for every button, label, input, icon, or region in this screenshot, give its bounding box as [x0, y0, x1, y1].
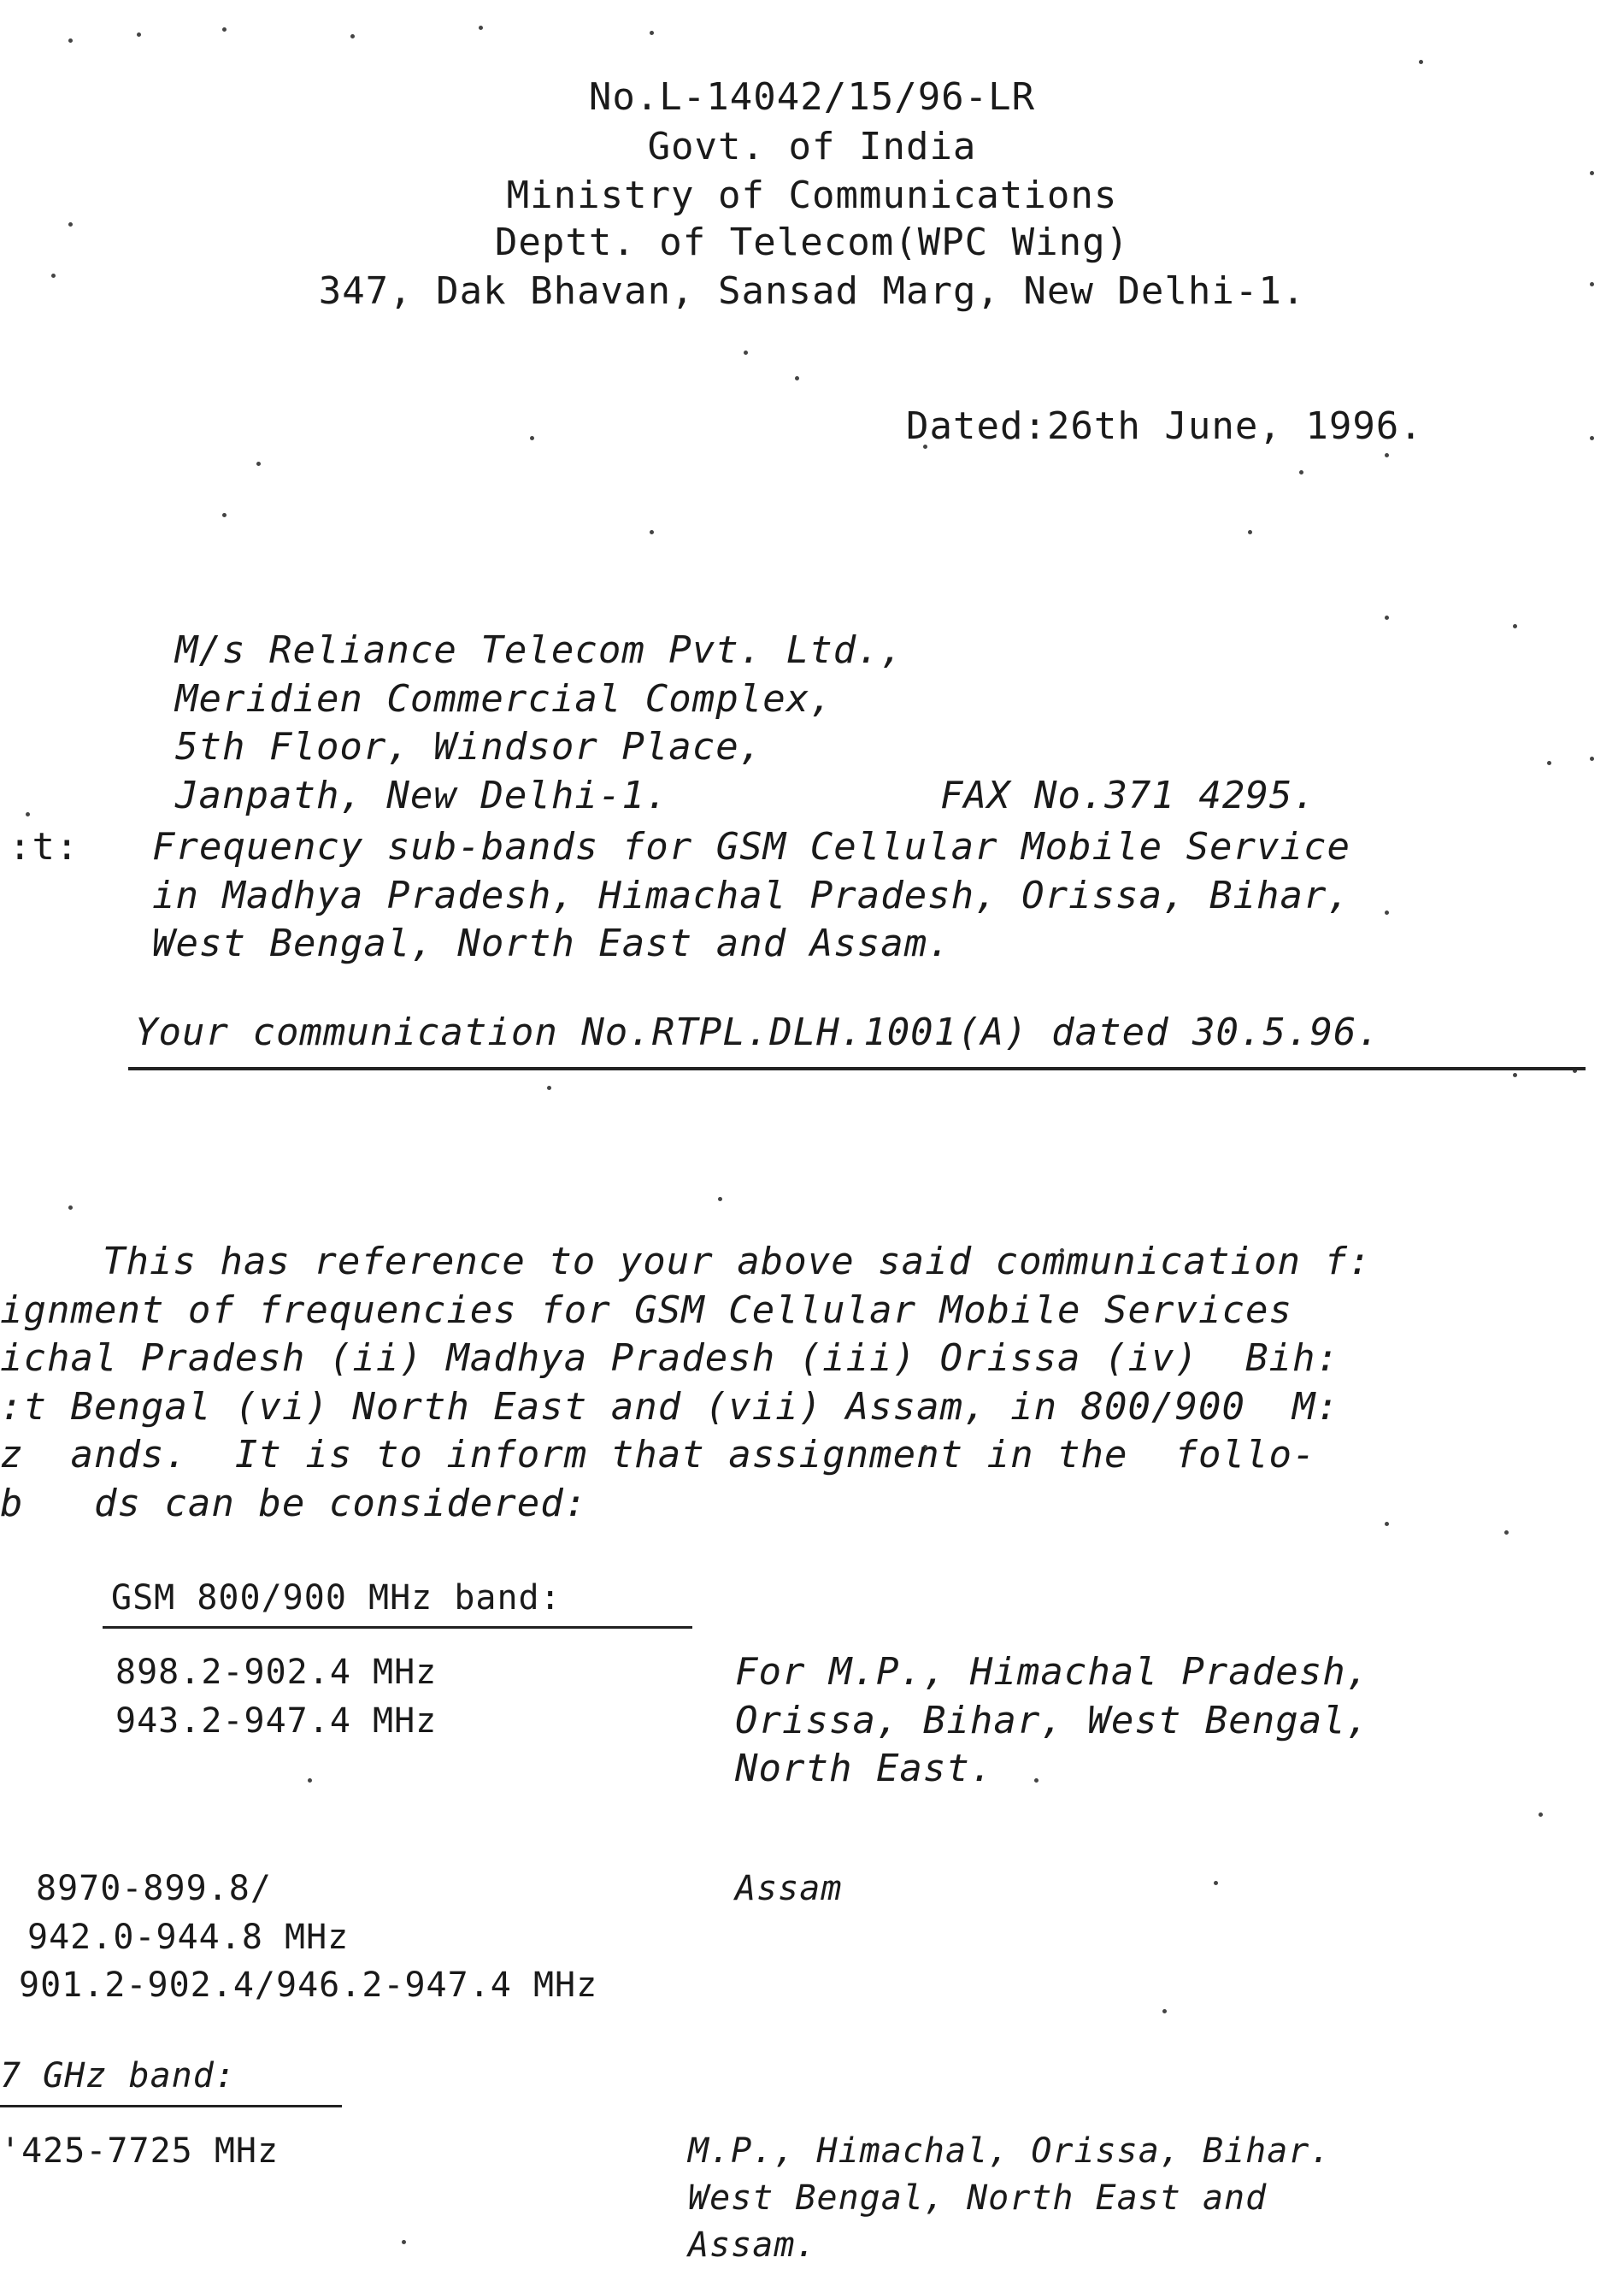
body-line: :t Bengal (vi) North East and (vii) Assam, in 800/900 M: [0, 1385, 1339, 1429]
department-line: Deptt. of Telecom(WPC Wing) [494, 221, 1130, 264]
scan-speck [530, 436, 534, 440]
scan-speck [1419, 60, 1423, 64]
scan-speck [1385, 911, 1389, 915]
scan-speck [1299, 470, 1303, 474]
service-areas: For M.P., Himachal Pradesh, [735, 1650, 1370, 1694]
frequency-range: 942.0-944.8 MHz [27, 1918, 350, 1957]
scan-speck [718, 1197, 722, 1201]
scan-speck [1504, 1530, 1509, 1535]
scan-speck [1162, 2009, 1167, 2013]
scan-speck [1034, 1778, 1039, 1783]
body-line: This has reference to your above said communication f: [103, 1240, 1372, 1283]
scan-speck [1547, 761, 1551, 765]
addressee-line: M/s Reliance Telecom Pvt. Ltd., [175, 628, 904, 672]
scan-speck [1513, 1073, 1517, 1077]
ministry-line: Ministry of Communications [506, 174, 1118, 217]
frequency-range: 901.2-902.4/946.2-947.4 MHz [19, 1966, 598, 2005]
scan-speck [650, 530, 654, 534]
gsm-heading-underline [103, 1626, 692, 1629]
scan-speck [222, 513, 227, 517]
scan-speck [1590, 436, 1594, 440]
scan-speck [547, 1086, 551, 1090]
scan-speck [222, 27, 227, 32]
service-areas: West Bengal, North East and [688, 2178, 1268, 2218]
addressee-line: 5th Floor, Windsor Place, [175, 725, 763, 769]
frequency-range: '425-7725 MHz [0, 2131, 279, 2171]
scan-speck [26, 812, 30, 816]
reference-line: Your communication No.RTPL.DLH.1001(A) dated 30.5.96. [135, 1011, 1380, 1054]
body-line: ignment of frequencies for GSM Cellular Mobile Services [0, 1288, 1292, 1332]
scan-speck [68, 38, 73, 43]
addressee-line: Janpath, New Delhi-1. [175, 774, 669, 817]
scan-speck [137, 32, 141, 37]
frequency-range: 898.2-902.4 MHz [115, 1653, 438, 1692]
scan-speck [256, 462, 261, 466]
service-areas: Orissa, Bihar, West Bengal, [735, 1699, 1370, 1742]
ghz-band-heading: 7 GHz band: [0, 2056, 236, 2095]
subject-line: in Madhya Pradesh, Himachal Pradesh, Orissa, Bihar, [152, 874, 1351, 917]
scan-speck [68, 1205, 73, 1210]
ghz-heading-underline [0, 2105, 342, 2107]
govt-line: Govt. of India [647, 125, 977, 168]
scan-speck [1513, 624, 1517, 628]
date-line: Dated:26th June, 1996. [906, 404, 1423, 448]
scan-speck [1385, 616, 1389, 620]
subject-marker: :t: [9, 825, 79, 869]
scan-speck [744, 351, 748, 355]
subject-line: West Bengal, North East and Assam. [152, 922, 951, 965]
scan-speck [1539, 1812, 1543, 1817]
addressee-line: Meridien Commercial Complex, [175, 677, 833, 721]
scan-speck [479, 26, 483, 30]
office-address: 347, Dak Bhavan, Sansad Marg, New Delhi-1. [318, 269, 1306, 313]
scan-speck [402, 2240, 406, 2244]
scan-speck [308, 1778, 312, 1783]
scan-speck [1248, 530, 1252, 534]
scan-speck [650, 31, 654, 35]
frequency-range: 943.2-947.4 MHz [115, 1701, 438, 1741]
frequency-range: 8970-899.8/ [36, 1869, 272, 1908]
scan-speck [1590, 757, 1594, 761]
scan-speck [1385, 453, 1389, 457]
service-areas: North East. [735, 1747, 994, 1790]
body-line: ichal Pradesh (ii) Madhya Pradesh (iii) Orissa (iv) Bih: [0, 1336, 1339, 1380]
body-line: b ds can be considered: [0, 1482, 588, 1525]
body-line: z ands. It is to inform that assignment in the follo- [0, 1433, 1316, 1476]
reference-divider [128, 1067, 1586, 1070]
scan-speck [1385, 1522, 1389, 1526]
file-number: No.L-14042/15/96-LR [588, 75, 1036, 119]
fax-number: FAX No.371 4295. [940, 774, 1316, 817]
subject-line: Frequency sub-bands for GSM Cellular Mobile Service [152, 825, 1351, 869]
service-areas: Assam [735, 1869, 843, 1908]
service-areas: Assam. [688, 2225, 817, 2265]
gsm-band-heading: GSM 800/900 MHz band: [111, 1578, 562, 1618]
scan-speck [350, 34, 355, 38]
scan-speck [1214, 1881, 1218, 1885]
scan-speck [795, 376, 799, 380]
service-areas: M.P., Himachal, Orissa, Bihar. [688, 2131, 1332, 2171]
